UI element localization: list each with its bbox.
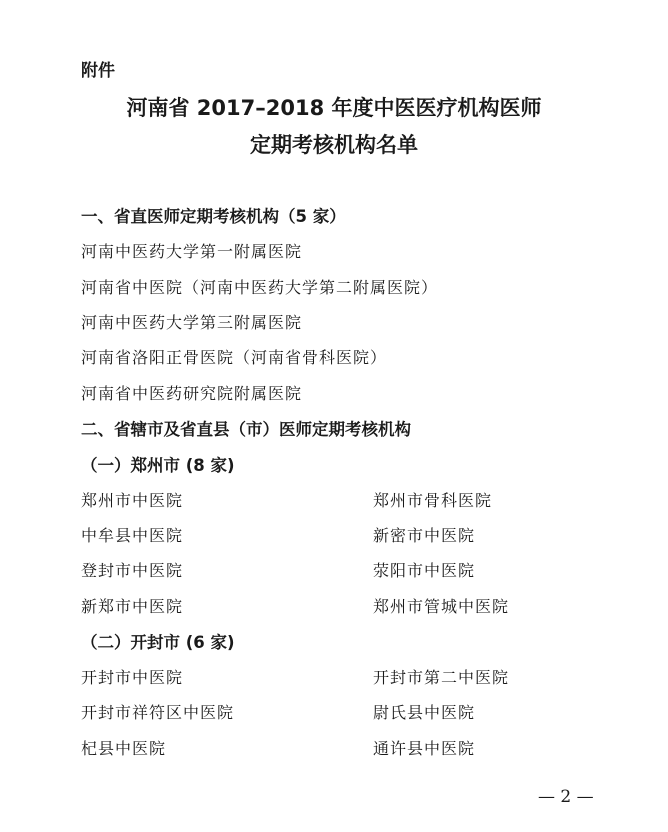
list-item: 河南省中医院（河南中医药大学第二附属医院）	[81, 278, 439, 297]
list-item: 河南中医药大学第三附属医院	[81, 313, 303, 332]
list-item: 登封市中医院	[81, 561, 184, 580]
list-item: 郑州市管城中医院	[373, 597, 510, 616]
list-item: 河南省中医药研究院附属医院	[81, 384, 303, 403]
list-item: 开封市第二中医院	[373, 668, 510, 687]
list-item: 开封市祥符区中医院	[81, 703, 235, 722]
attachment-label: 附件	[81, 61, 115, 81]
list-item: 郑州市骨科医院	[373, 491, 493, 510]
list-item: 河南省洛阳正骨医院（河南省骨科医院）	[81, 348, 388, 367]
list-item: 尉氏县中医院	[373, 703, 476, 722]
subsection-heading-kaifeng: （二）开封市 (6 家)	[81, 633, 235, 652]
list-item: 新郑市中医院	[81, 597, 184, 616]
list-item: 河南中医药大学第一附属医院	[81, 242, 303, 261]
section1-heading: 一、省直医师定期考核机构（5 家）	[81, 207, 346, 226]
list-item: 杞县中医院	[81, 739, 167, 758]
section2-heading: 二、省辖市及省直县（市）医师定期考核机构	[81, 420, 411, 439]
document-title-line-1: 河南省 2017–2018 年度中医医疗机构医师	[126, 96, 542, 120]
list-item: 郑州市中医院	[81, 491, 184, 510]
list-item: 中牟县中医院	[81, 526, 184, 545]
subsection-heading-zhengzhou: （一）郑州市 (8 家)	[81, 456, 235, 475]
list-item: 新密市中医院	[373, 526, 476, 545]
list-item: 开封市中医院	[81, 668, 184, 687]
list-item: 通许县中医院	[373, 739, 476, 758]
page-number: — 2 —	[538, 787, 594, 807]
list-item: 荥阳市中医院	[373, 561, 476, 580]
document-title-line-2: 定期考核机构名单	[250, 133, 418, 157]
